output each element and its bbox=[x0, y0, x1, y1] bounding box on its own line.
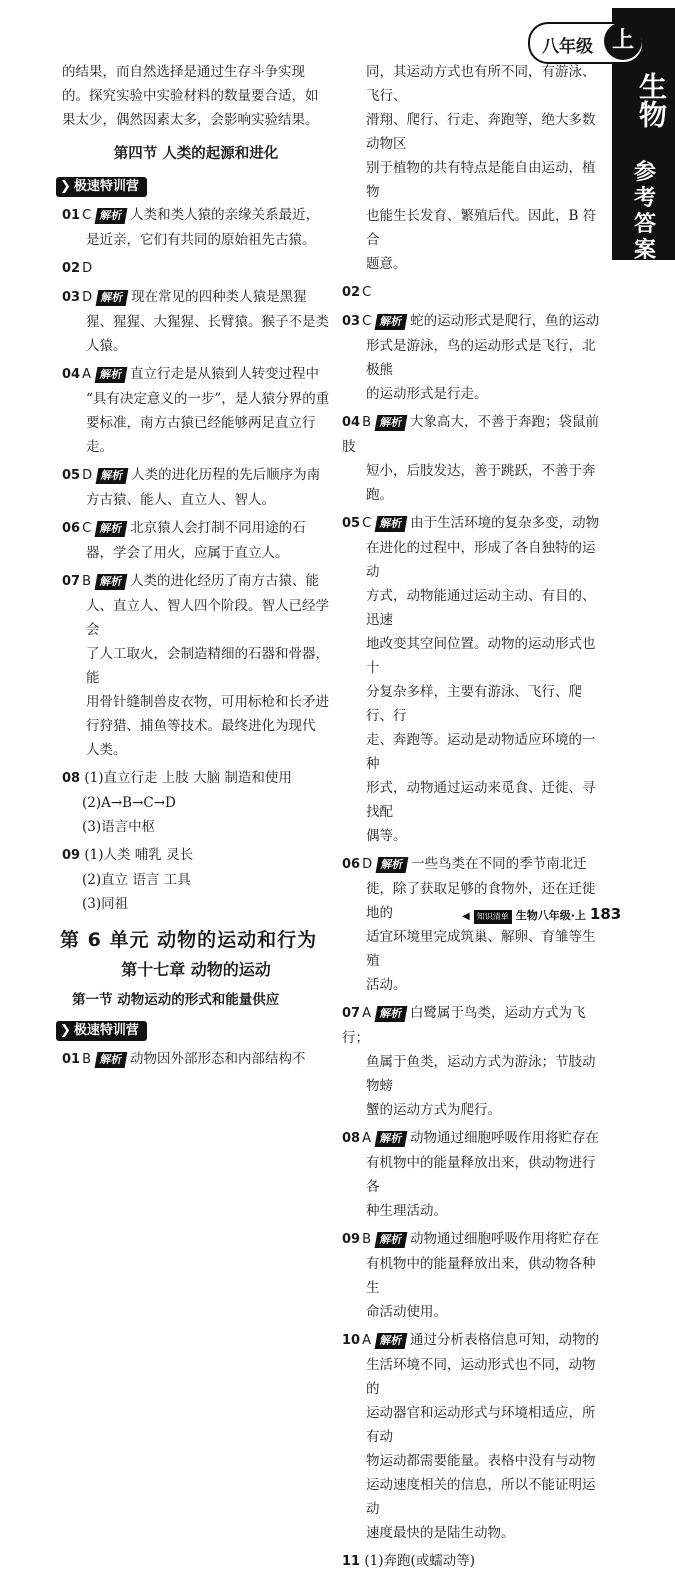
analysis-tag: 解析 bbox=[96, 468, 129, 484]
text-line: 物运动都需要能量。表格中没有与动物 bbox=[366, 1453, 596, 1469]
question-number: 06 bbox=[342, 857, 361, 872]
text-line: (2)直立 语言 工具 bbox=[82, 872, 191, 888]
question-number: 05 bbox=[62, 468, 81, 483]
text-line: 的。探究实验中实验材料的数量要合适，如 bbox=[62, 88, 319, 104]
text-line: 有机物中的能量释放出来，供动物进行各 bbox=[366, 1155, 596, 1195]
question-number: 03 bbox=[342, 314, 361, 329]
intro-paragraph bbox=[62, 60, 330, 132]
section-title: 第四节 人类的起源和进化 bbox=[113, 146, 279, 162]
text-line: 方古猿、能人、直立人、智人。 bbox=[86, 492, 275, 508]
text-line: 人类的进化历程的先后顺序为南 bbox=[131, 467, 321, 483]
answer-item bbox=[62, 843, 330, 916]
question-number: 06 bbox=[62, 521, 81, 536]
answer-item bbox=[62, 569, 330, 762]
answer-item bbox=[342, 1001, 608, 1122]
question-number: 05 bbox=[342, 516, 361, 531]
analysis-tag: 解析 bbox=[96, 290, 129, 306]
answer-letter: A bbox=[362, 1131, 371, 1146]
answer-item bbox=[342, 1227, 608, 1324]
question-number: 08 bbox=[342, 1131, 361, 1146]
analysis-tag: 解析 bbox=[375, 1006, 408, 1022]
text-line: 用骨针缝制兽皮衣物，可用标枪和长矛进 bbox=[86, 694, 329, 710]
question-number: 02 bbox=[342, 285, 361, 300]
analysis-tag: 解析 bbox=[375, 516, 408, 532]
badge-label: 极速特训营 bbox=[73, 1023, 139, 1038]
analysis-tag: 解析 bbox=[375, 1131, 408, 1147]
text-line: “具有决定意义的一步”，是人猿分界的重 bbox=[86, 391, 330, 407]
text-line: 动物通过细胞呼吸作用将贮存在 bbox=[410, 1231, 600, 1247]
answers-char: 案 bbox=[633, 238, 656, 263]
text-line: 适宜环境里完成筑巢、解卵、育雏等生殖 bbox=[366, 929, 596, 969]
text-line: (3)语言中枢 bbox=[82, 819, 156, 835]
answer-item bbox=[62, 203, 330, 252]
analysis-tag: 解析 bbox=[375, 1232, 408, 1248]
answer-item bbox=[62, 256, 330, 281]
question-number: 08 bbox=[62, 771, 81, 786]
answer-item bbox=[62, 285, 330, 358]
badge-label: 极速特训营 bbox=[73, 179, 139, 194]
text-line: 白鹭属于鸟类，运动方式为飞行； bbox=[342, 1005, 586, 1046]
answer-item bbox=[62, 463, 330, 512]
question-number: 03 bbox=[62, 290, 81, 305]
answer-letter: D bbox=[82, 261, 93, 276]
text-line: 要标准，南方古猿已经能够两足直立行走。 bbox=[86, 415, 316, 455]
answer-item bbox=[62, 1047, 330, 1072]
term-circle: 上 bbox=[604, 22, 642, 60]
text-line: 运动速度相关的信息，所以不能证明运动 bbox=[366, 1477, 596, 1517]
question-number: 10 bbox=[342, 1333, 361, 1348]
text-line: 北京猿人会打制不同用途的石 bbox=[130, 520, 306, 536]
answer-letter: A bbox=[82, 367, 91, 382]
text-line: (1)直立行走 上肢 大脑 制造和使用 bbox=[84, 770, 292, 786]
answer-letter: B bbox=[362, 1232, 372, 1247]
text-line: 人类。 bbox=[86, 742, 127, 758]
text-line: 现在常见的四种类人猿是黑猩 bbox=[131, 289, 307, 305]
text-line: 命活动使用。 bbox=[366, 1304, 447, 1320]
analysis-tag: 解析 bbox=[376, 857, 409, 873]
question-number: 01 bbox=[62, 208, 81, 223]
text-line: 一些鸟类在不同的季节南北迁 bbox=[411, 856, 587, 872]
question-number: 09 bbox=[342, 1232, 361, 1247]
text-line: 行狩猎、捕鱼等技术。最终进化为现代 bbox=[86, 718, 316, 734]
answer-letter: A bbox=[362, 1333, 371, 1348]
answer-item bbox=[342, 410, 608, 507]
text-line: 偶等。 bbox=[366, 828, 407, 844]
text-line: 的运动形式是行走。 bbox=[366, 386, 488, 402]
text-line: 猩、猩猩、大猩猩、长臂猿。猴子不是类 bbox=[86, 314, 329, 330]
text-line: 有机物中的能量释放出来，供动物各种生 bbox=[366, 1256, 596, 1296]
answer-item bbox=[342, 309, 608, 406]
text-line: (2)A→B→C→D bbox=[82, 795, 176, 811]
analysis-tag: 解析 bbox=[95, 367, 128, 383]
text-line: 了人工取火，会制造精细的石器和骨器，能 bbox=[86, 646, 329, 686]
answer-letter: D bbox=[82, 468, 93, 483]
text-line: 同，其运动方式也有所不同，有游泳、飞行、 bbox=[366, 64, 596, 104]
brand-badge: 知识清单 bbox=[474, 910, 512, 924]
question-number: 07 bbox=[342, 1006, 361, 1021]
training-badge bbox=[56, 1021, 147, 1041]
answers-char: 参 bbox=[633, 160, 656, 185]
text-line: 运动器官和运动形式与环境相适应，所有动 bbox=[366, 1405, 596, 1445]
answer-letter: B bbox=[362, 415, 372, 430]
text-line: 动物通过细胞呼吸作用将贮存在 bbox=[410, 1130, 599, 1146]
page-number: 183 bbox=[589, 905, 622, 923]
chevron-right-icon: ❯ bbox=[60, 179, 71, 194]
left-column bbox=[62, 60, 330, 1076]
text-line: 方式，动物能通过运动主动、有目的、迅速 bbox=[366, 588, 596, 628]
text-line: 速度最快的是陆生动物。 bbox=[366, 1525, 515, 1541]
text-line: 由于生活环境的复杂多变，动物 bbox=[410, 515, 600, 531]
answer-letter: C bbox=[362, 516, 372, 531]
answer-letter: C bbox=[362, 285, 372, 300]
text-line: 走、奔跑等。运动是动物适应环境的一种 bbox=[366, 732, 596, 772]
triangle-left-icon: ◀ bbox=[462, 911, 470, 922]
left-answer-list bbox=[62, 203, 330, 762]
text-line: 地改变其空间位置。动物的运动形式也十 bbox=[366, 636, 596, 676]
text-line: 果太少，偶然因素太多，会影响实验结果。 bbox=[62, 112, 319, 128]
text-line: 直立行走是从猿到人转变过程中 bbox=[130, 366, 319, 382]
analysis-tag: 解析 bbox=[375, 415, 408, 431]
text-line: 种生理活动。 bbox=[366, 1203, 447, 1219]
text-line: 动物因外部形态和内部结构不 bbox=[130, 1051, 306, 1067]
text-line: 蛇的运动形式是爬行，鱼的运动 bbox=[410, 313, 600, 329]
text-line: 人猿。 bbox=[86, 338, 127, 354]
continued-paragraph bbox=[342, 60, 608, 276]
analysis-tag: 解析 bbox=[95, 574, 128, 590]
answer-letter: C bbox=[362, 314, 372, 329]
text-line: 生活环境不同，运动形式也不同，动物的 bbox=[366, 1357, 596, 1397]
right-column bbox=[342, 60, 608, 1578]
answer-item bbox=[342, 280, 608, 305]
text-line: 滑翔、爬行、行走、奔跑等，绝大多数动物区 bbox=[366, 112, 596, 152]
text-line: 鱼属于鱼类，运动方式为游泳；节肢动物螃 bbox=[366, 1054, 596, 1094]
question-number: 01 bbox=[62, 1052, 81, 1067]
page-footer bbox=[462, 904, 621, 924]
grade-pill bbox=[528, 22, 644, 64]
answer-item bbox=[342, 1328, 608, 1545]
answer-letter: C bbox=[82, 208, 92, 223]
text-line: 别于植物的共有特点是能自由运动，植物 bbox=[366, 160, 596, 200]
analysis-tag: 解析 bbox=[375, 1333, 408, 1349]
answers-char: 考 bbox=[633, 186, 656, 211]
answer-item bbox=[62, 516, 330, 565]
analysis-tag: 解析 bbox=[95, 521, 128, 537]
question-number: 11 bbox=[342, 1554, 361, 1569]
text-line: 形式是游泳，鸟的运动形式是飞行，北极熊 bbox=[366, 338, 596, 378]
side-subject: 生物 bbox=[635, 72, 668, 128]
section-title: 第一节 动物运动的形式和能量供应 bbox=[72, 992, 280, 1008]
analysis-tag: 解析 bbox=[95, 1052, 128, 1068]
grade-label: 八年级 bbox=[542, 37, 593, 57]
text-line: 徙，除了获取足够的食物外，还在迁徙地的 bbox=[366, 881, 596, 921]
text-line: 大象高大，不善于奔跑；袋鼠前肢 bbox=[342, 414, 600, 455]
chapter-title: 第十七章 动物的运动 bbox=[121, 960, 271, 979]
answers-char: 答 bbox=[633, 212, 656, 237]
answer-letter: A bbox=[362, 1006, 371, 1021]
answer-letter: D bbox=[362, 857, 373, 872]
text-line: 也能生长发育、繁殖后代。因此，B 符合 bbox=[366, 208, 597, 248]
answer-letter: C bbox=[82, 521, 92, 536]
text-line: 人类和类人猿的亲缘关系最近， bbox=[130, 207, 320, 223]
chevron-right-icon: ❯ bbox=[60, 1023, 71, 1038]
question-number: 04 bbox=[62, 367, 81, 382]
question-number: 04 bbox=[342, 415, 361, 430]
text-line: 题意。 bbox=[366, 256, 407, 272]
book-title: 生物八年级·上 bbox=[515, 909, 586, 922]
text-line: 人、直立人、智人四个阶段。智人已经学会 bbox=[86, 598, 329, 638]
question-number: 07 bbox=[62, 574, 81, 589]
text-line: 的结果，而自然选择是通过生存斗争实现 bbox=[62, 64, 305, 80]
answer-item bbox=[62, 766, 330, 839]
answer-item bbox=[342, 1126, 608, 1223]
question-number: 09 bbox=[62, 848, 81, 863]
training-badge bbox=[56, 177, 147, 197]
text-line: 器，学会了用火，应属于直立人。 bbox=[86, 545, 289, 561]
text-line: 短小，后肢发达，善于跳跃，不善于奔跑。 bbox=[366, 463, 596, 503]
answer-item bbox=[342, 852, 608, 997]
answer-item bbox=[342, 1549, 608, 1574]
unit-title: 第 6 单元 动物的运动和行为 bbox=[60, 929, 318, 951]
analysis-tag: 解析 bbox=[375, 314, 408, 330]
analysis-tag: 解析 bbox=[95, 208, 128, 224]
text-line: 人类的进化经历了南方古猿、能 bbox=[130, 573, 320, 589]
text-line: 蟹的运动方式为爬行。 bbox=[366, 1102, 501, 1118]
answer-letter: B bbox=[82, 574, 92, 589]
text-line: 通过分析表格信息可知，动物的 bbox=[410, 1332, 599, 1348]
answer-letter: B bbox=[82, 1052, 92, 1067]
text-line: (1)人类 哺乳 灵长 bbox=[84, 847, 194, 863]
text-line: 活动。 bbox=[366, 977, 407, 993]
text-line: 在进化的过程中，形成了各自独特的运动 bbox=[366, 540, 596, 580]
answer-item bbox=[342, 511, 608, 848]
text-line: (3)同祖 bbox=[82, 896, 129, 912]
answer-letter: D bbox=[82, 290, 93, 305]
text-line: 形式，动物通过运动来觅食、迁徙、寻找配 bbox=[366, 780, 596, 820]
side-answers-label bbox=[620, 160, 670, 264]
text-line: 是近亲，它们有共同的原始祖先古猿。 bbox=[86, 232, 316, 248]
text-line: 分复杂多样，主要有游泳、飞行、爬行、行 bbox=[366, 684, 582, 724]
text-line: (1)奔跑(或蠕动等) bbox=[364, 1553, 476, 1569]
answer-item bbox=[62, 362, 330, 459]
question-number: 02 bbox=[62, 261, 81, 276]
